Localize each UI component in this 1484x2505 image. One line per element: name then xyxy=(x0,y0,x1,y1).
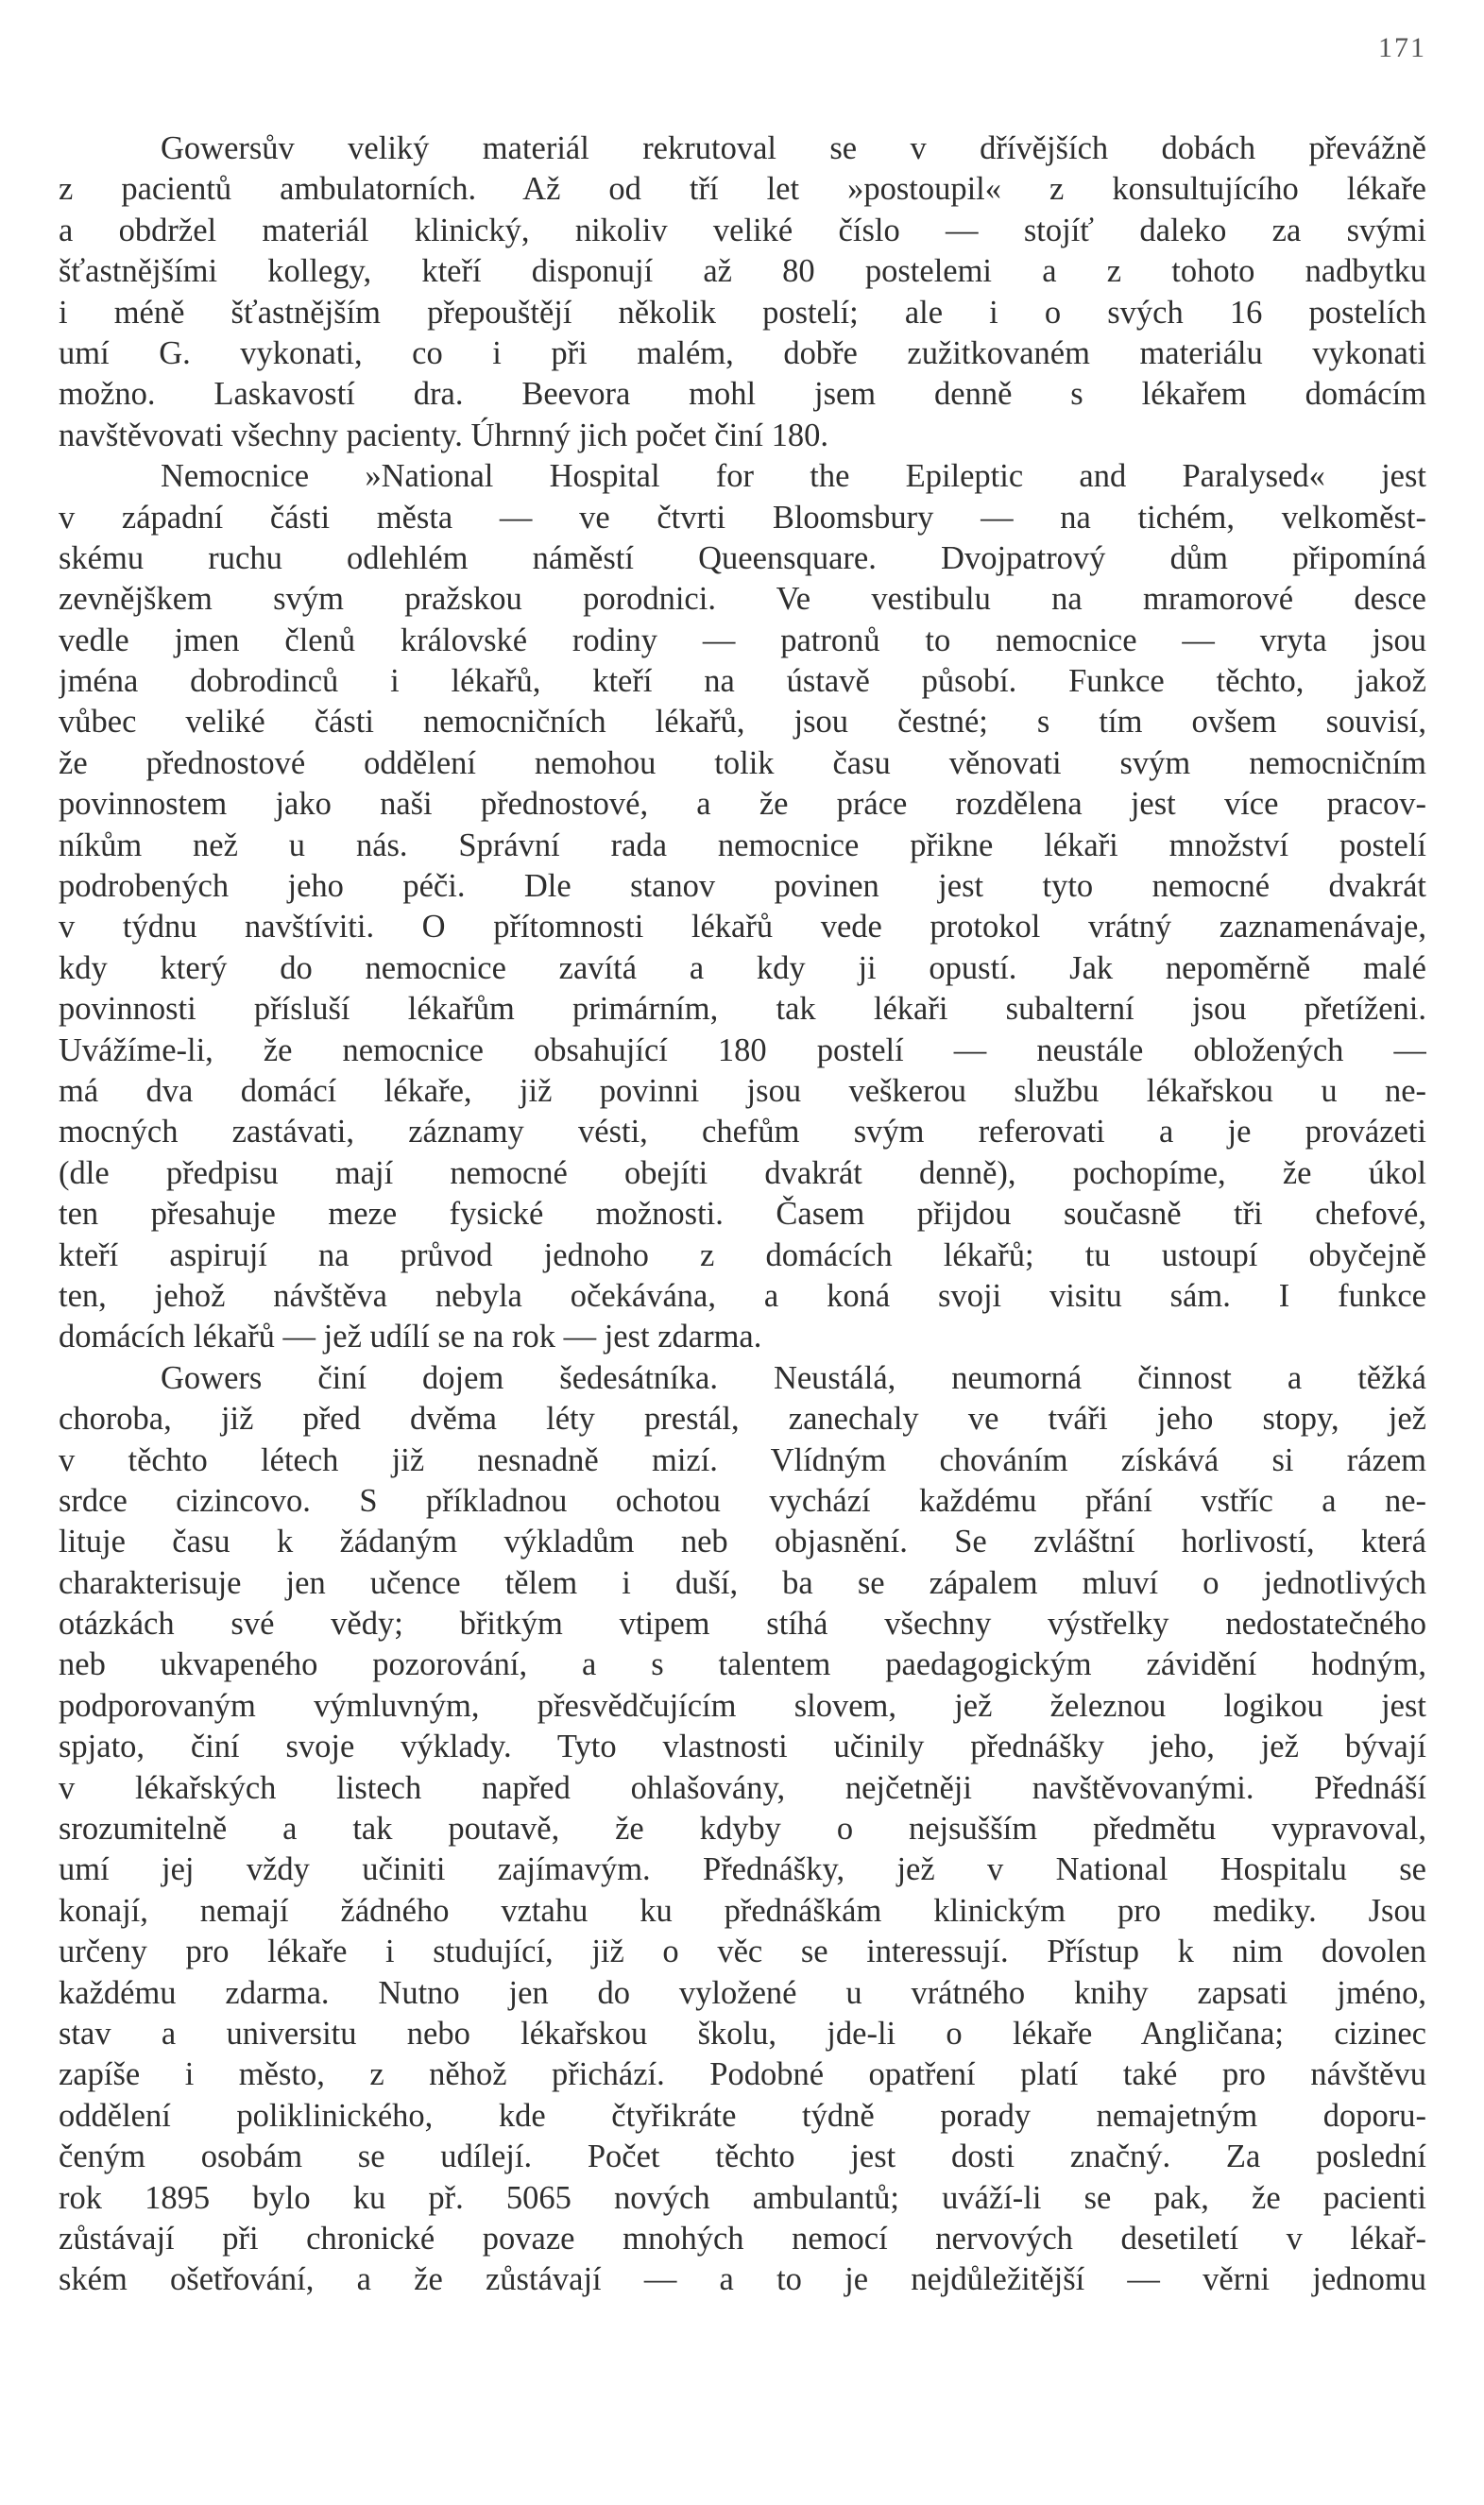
text-line: vedle jmen členů královské rodiny — patronů to nemocnice — vryta jsou xyxy=(59,622,1426,658)
text-line: z pacientů ambulatorních. Až od tří let »postoupil« z konsultujícího lékaře xyxy=(59,171,1426,208)
text-line: choroba, již před dvěma léty prestál, zanechaly ve tváři jeho stopy, jež xyxy=(59,1401,1426,1438)
text-line: neb ukvapeného pozorování, a s talentem paedagogickým závidění hodným, xyxy=(59,1646,1426,1683)
text-line: ten přesahuje meze fysické možnosti. Časem přijdou současně tři chefové, xyxy=(59,1196,1426,1233)
text-line: možno. Laskavostí dra. Beevora mohl jsem denně s lékařem domácím xyxy=(59,376,1426,413)
text-line: zůstávají při chronické povaze mnohých nemocí nervových desetiletí v lékař- xyxy=(59,2220,1426,2257)
text-line: mocných zastávati, záznamy vésti, chefům svým referovati a je provázeti xyxy=(59,1114,1426,1150)
text-line: v těchto létech již nesnadně mizí. Vlídným chováním získává si rázem xyxy=(59,1441,1426,1478)
text-line: čeným osobám se udílejí. Počet těchto jest dosti značný. Za poslední xyxy=(59,2139,1426,2175)
text-line: v lékařských listech napřed ohlašovány, nejčetněji navštěvovanými. Přednáší xyxy=(59,1769,1426,1806)
text-line: konají, nemají žádného vztahu ku přednáškám klinickým pro mediky. Jsou xyxy=(59,1892,1426,1929)
text-line: umí jej vždy učiniti zajímavým. Přednášky, jež v National Hospitalu se xyxy=(59,1851,1426,1888)
text-line: podporovaným výmluvným, přesvědčujícím slovem, jež železnou logikou jest xyxy=(59,1687,1426,1724)
text-line: každému zdarma. Nutno jen do vyložené u vrátného knihy zapsati jméno, xyxy=(59,1974,1426,2011)
text-line: srozumitelně a tak poutavě, že kdyby o nejsušším předmětu vypravoval, xyxy=(59,1811,1426,1848)
text-line: kteří aspirují na průvod jednoho z domácích lékařů; tu ustoupí obyčejně xyxy=(59,1236,1426,1273)
text-line: charakterisuje jen učence tělem i duší, ba se zápalem mluví o jednotlivých xyxy=(59,1564,1426,1601)
text-line: Gowersův veliký materiál rekrutoval se v dřívějších dobách převážně xyxy=(161,130,1426,166)
text-line: šťastnějšími kollegy, kteří disponují až 80 postelemi a z tohoto nadbytku xyxy=(59,253,1426,290)
text-line: ském ošetřování, a že zůstávají — a to je nejdůležitější — věrni jednomu xyxy=(59,2261,1426,2298)
text-line: má dva domácí lékaře, již povinni jsou veškerou službu lékařskou u ne- xyxy=(59,1072,1426,1109)
text-line: Uvážíme-li, že nemocnice obsahující 180 postelí — neustále obložených — xyxy=(59,1031,1426,1068)
page-number: 171 xyxy=(1378,32,1426,63)
text-line: stav a universitu nebo lékařskou školu, jde-li o lékaře Angličana; cizinec xyxy=(59,2015,1426,2052)
text-line: kdy který do nemocnice zavítá a kdy ji opustí. Jak nepoměrně malé xyxy=(59,949,1426,986)
text-line: v západní části města — ve čtvrti Bloomsbury — na tichém, velkoměst- xyxy=(59,499,1426,536)
text-line: povinnosti přísluší lékařům primárním, tak lékaři subalterní jsou přetíženi. xyxy=(59,991,1426,1028)
text-line: oddělení poliklinického, kde čtyřikráte týdně porady nemajetným doporu- xyxy=(59,2097,1426,2134)
text-line: Gowers činí dojem šedesátníka. Neustálá, neumorná činnost a těžká xyxy=(161,1359,1426,1396)
text-line: podrobených jeho péči. Dle stanov povinen jest tyto nemocné dvakrát xyxy=(59,868,1426,905)
paragraph-3 xyxy=(59,1358,1426,2301)
text-line: rok 1895 bylo ku př. 5065 nových ambulantů; uváží-li se pak, že pacienti xyxy=(59,2179,1426,2216)
text-line: vůbec veliké části nemocničních lékařů, jsou čestné; s tím ovšem souvisí, xyxy=(59,704,1426,741)
text-line: skému ruchu odlehlém náměstí Queensquare. Dvojpatrový dům připomíná xyxy=(59,539,1426,576)
text-line: zevnějškem svým pražskou porodnici. Ve vestibulu na mramorové desce xyxy=(59,581,1426,618)
text-line: Nemocnice »National Hospital for the Epileptic and Paralysed« jest xyxy=(161,458,1426,495)
text-line: i méně šťastnějším přepouštějí několik postelí; ale i o svých 16 postelích xyxy=(59,294,1426,331)
text-line: domácích lékařů — jež udílí se na rok — jest zdarma. xyxy=(59,1319,762,1355)
text-line: lituje času k žádaným výkladům neb objasnění. Se zvláštní horlivostí, která xyxy=(59,1524,1426,1560)
text-line: umí G. vykonati, co i při malém, dobře zužitkovaném materiálu vykonati xyxy=(59,334,1426,371)
text-line: spjato, činí svoje výklady. Tyto vlastnosti učinily přednášky jeho, jež bývají xyxy=(59,1729,1426,1765)
text-line: zapíše i město, z něhož přichází. Podobné opatření platí také pro návštěvu xyxy=(59,2056,1426,2093)
text-line: níkům než u nás. Správní rada nemocnice přikne lékaři množství postelí xyxy=(59,826,1426,863)
text-body xyxy=(59,128,1426,2301)
text-line: jména dobrodinců i lékařů, kteří na ústavě působí. Funkce těchto, jakož xyxy=(59,663,1426,700)
text-line: že přednostové oddělení nemohou tolik času věnovati svým nemocničním xyxy=(59,744,1426,781)
text-line: (dle předpisu mají nemocné obejíti dvakrát denně), pochopíme, že úkol xyxy=(59,1154,1426,1191)
text-line: určeny pro lékaře i studující, již o věc se interessují. Přístup k nim dovolen xyxy=(59,1934,1426,1970)
text-line: srdce cizincovo. S příkladnou ochotou vychází každému přání vstříc a ne- xyxy=(59,1482,1426,1519)
text-line: navštěvovati všechny pacienty. Úhrnný jich počet činí 180. xyxy=(59,417,828,453)
text-line: povinnostem jako naši přednostové, a že práce rozdělena jest více pracov- xyxy=(59,786,1426,823)
paragraph-1 xyxy=(59,128,1426,456)
paragraph-2 xyxy=(59,456,1426,1358)
text-line: v týdnu navštíviti. O přítomnosti lékařů vede protokol vrátný zaznamenávaje, xyxy=(59,909,1426,946)
text-line: a obdržel materiál klinický, nikoliv veliké číslo — stojíť daleko za svými xyxy=(59,212,1426,248)
text-line: ten, jehož návštěva nebyla očekávána, a koná svoji visitu sám. I funkce xyxy=(59,1277,1426,1314)
text-line: otázkách své vědy; břitkým vtipem stíhá všechny výstřelky nedostatečného xyxy=(59,1606,1426,1643)
